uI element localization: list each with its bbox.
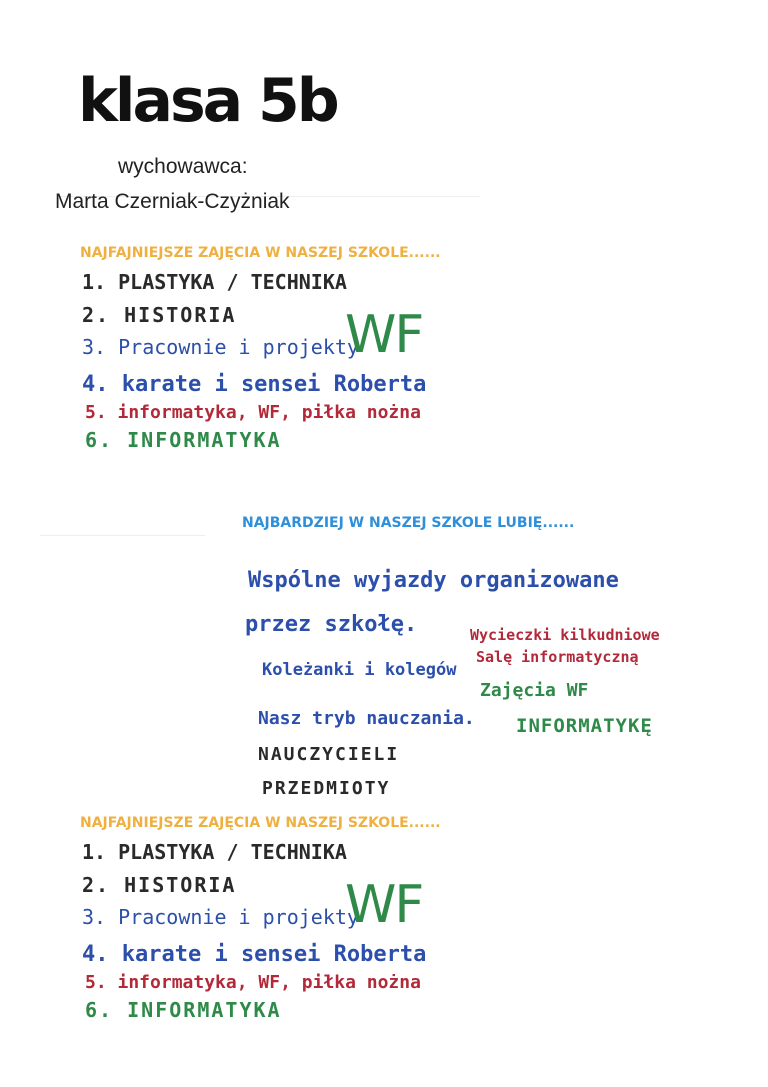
note-line: Koleżanki i kolegów <box>262 660 457 680</box>
note-line: Salę informatyczną <box>476 648 639 666</box>
note-line: przez szkołę. <box>245 612 418 637</box>
note-line: NAUCZYCIELI <box>258 744 400 765</box>
list-item: 6. INFORMATYKA <box>85 998 282 1022</box>
list-item: 1. PLASTYKA / TECHNIKA <box>82 270 347 294</box>
big-note: WF <box>345 875 423 935</box>
note-line: Nasz tryb nauczania. <box>258 708 475 729</box>
note-line: PRZEDMIOTY <box>262 778 391 799</box>
list-item: 3. Pracownie i projekty <box>82 335 359 359</box>
note-line: Wycieczki kilkudniowe <box>470 626 660 644</box>
list-item: 4. karate i sensei Roberta <box>82 942 427 967</box>
note-line: Wspólne wyjazdy organizowane <box>248 568 619 593</box>
list-item: 2. HISTORIA <box>82 873 237 897</box>
section-heading: NAJFAJNIEJSZE ZAJĘCIA W NASZEJ SZKOLE...... <box>80 245 441 261</box>
list-item: 1. PLASTYKA / TECHNIKA <box>82 840 347 864</box>
big-note: WF <box>345 305 423 365</box>
section-heading: NAJBARDZIEJ W NASZEJ SZKOLE LUBIĘ...... <box>242 515 575 531</box>
note-line: Zajęcia WF <box>480 680 589 701</box>
list-item: 5. informatyka, WF, piłka nożna <box>85 402 421 423</box>
subtitle: wychowawca: <box>118 155 248 178</box>
list-item: 4. karate i sensei Roberta <box>82 372 427 397</box>
list-item: 6. INFORMATYKA <box>85 428 282 452</box>
note-line: INFORMATYKĘ <box>516 715 653 737</box>
list-item: 3. Pracownie i projekty <box>82 905 359 929</box>
section-heading: NAJFAJNIEJSZE ZAJĘCIA W NASZEJ SZKOLE...... <box>80 815 441 831</box>
page-title: klasa 5b <box>78 66 337 136</box>
teacher-name: Marta Czerniak-Czyżniak <box>55 190 290 213</box>
list-item: 5. informatyka, WF, piłka nożna <box>85 972 421 993</box>
list-item: 2. HISTORIA <box>82 303 237 327</box>
divider <box>40 535 205 536</box>
